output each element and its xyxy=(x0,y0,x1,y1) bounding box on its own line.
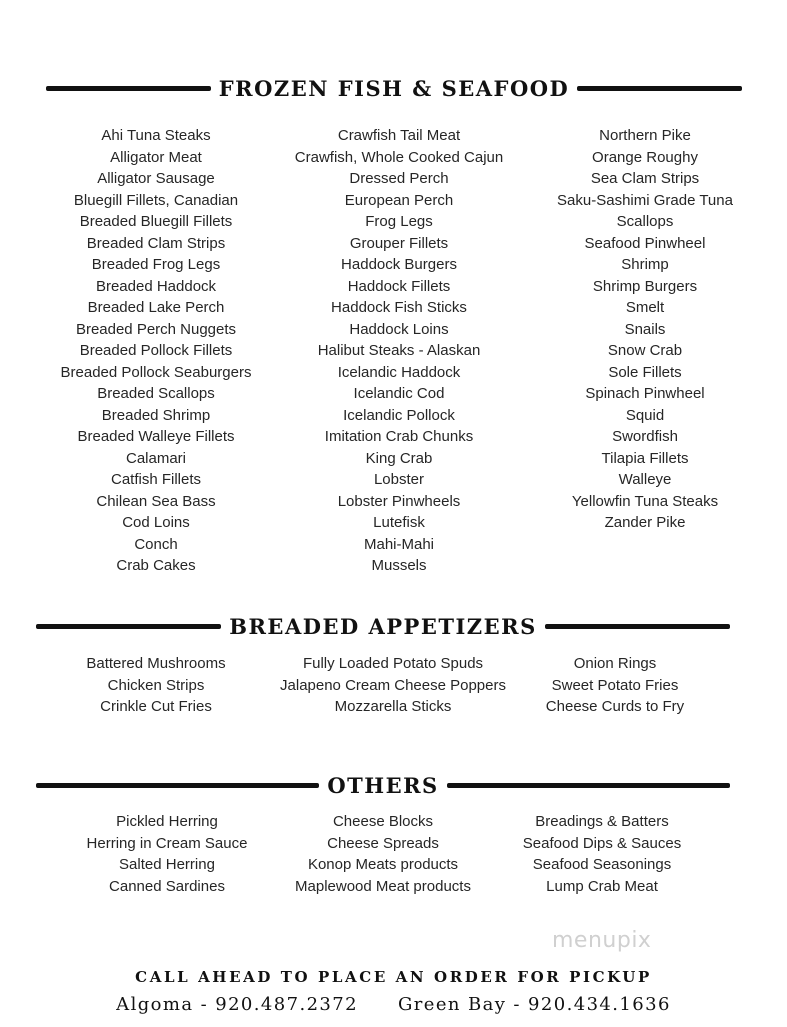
menu-item: Haddock Fish Sticks xyxy=(331,299,467,316)
header-rule-left xyxy=(46,86,211,91)
menu-item: Lobster xyxy=(373,471,425,488)
menu-item: Shrimp xyxy=(621,256,669,273)
frozen-section-title: FROZEN FISH & SEAFOOD xyxy=(218,76,570,101)
menu-item: Haddock Fillets xyxy=(347,277,451,295)
header-rule-right xyxy=(447,783,730,788)
others-section-title: OTHERS xyxy=(327,773,439,798)
menu-item: Catfish Fillets xyxy=(110,471,202,488)
others-section-header xyxy=(36,773,730,798)
header-rule-right xyxy=(577,86,742,91)
menu-item: Icelandic Pollock xyxy=(343,406,455,424)
phone-numbers xyxy=(0,994,787,1015)
menu-item: Cod Loins xyxy=(122,514,190,531)
frozen-column-3 xyxy=(525,125,765,534)
menu-item: Snails xyxy=(624,320,666,338)
menu-item: Seafood Seasonings xyxy=(532,856,672,873)
menu-item: Orange Roughy xyxy=(592,148,698,166)
menu-item: Dressed Perch xyxy=(349,170,449,187)
menu-item: Ahi Tuna Steaks xyxy=(101,127,211,144)
menu-item: Breaded Perch Nuggets xyxy=(75,320,237,338)
frozen-column-2 xyxy=(279,125,519,577)
header-rule-right xyxy=(545,624,730,629)
menu-item: Shrimp Burgers xyxy=(592,277,698,295)
others-column-3 xyxy=(482,811,722,897)
menu-item: Zander Pike xyxy=(604,514,686,531)
menu-item: Breaded Scallops xyxy=(97,385,215,402)
appetizers-section-header xyxy=(36,614,730,639)
menu-item: Crab Cakes xyxy=(116,557,196,574)
menu-item: Imitation Crab Chunks xyxy=(324,428,474,445)
menu-item: Swordfish xyxy=(612,428,678,445)
menu-item: Onion Rings xyxy=(573,655,657,672)
menu-item: Crawfish Tail Meat xyxy=(337,127,461,144)
menu-item: Maplewood Meat products xyxy=(295,877,471,895)
menu-item: Tilapia Fillets xyxy=(601,449,689,467)
menu-item: Sole Fillets xyxy=(608,363,682,381)
header-rule-left xyxy=(36,783,319,788)
call-ahead-notice: CALL AHEAD TO PLACE AN ORDER FOR PICKUP xyxy=(135,968,652,986)
menu-item: Breadings & Batters xyxy=(535,813,669,830)
menu-item: Konop Meats products xyxy=(307,856,459,873)
menu-item: Canned Sardines xyxy=(109,877,225,895)
menu-item: Seafood Dips & Sauces xyxy=(522,834,682,852)
menu-item: Frog Legs xyxy=(365,213,433,230)
menu-item: Haddock Burgers xyxy=(341,256,457,273)
menu-item: Icelandic Haddock xyxy=(337,363,461,381)
algoma-phone: Algoma - 920.487.2372 xyxy=(116,994,358,1015)
menu-item: Lobster Pinwheels xyxy=(337,492,461,510)
menu-item: Alligator Meat xyxy=(110,148,202,166)
menu-item: Cheese Blocks xyxy=(332,813,434,830)
menu-item: Spinach Pinwheel xyxy=(585,385,705,402)
menu-item: Breaded Pollock Fillets xyxy=(79,342,233,359)
appetizers-column-1 xyxy=(36,653,276,718)
menu-item: Chilean Sea Bass xyxy=(96,492,216,510)
menu-item: European Perch xyxy=(344,191,454,209)
menu-item: Lump Crab Meat xyxy=(546,877,658,895)
menu-item: Crinkle Cut Fries xyxy=(100,698,212,715)
menu-item: Conch xyxy=(134,535,178,553)
menu-item: Breaded Lake Perch xyxy=(87,299,225,316)
menu-item: Breaded Walleye Fillets xyxy=(77,428,235,445)
menu-item: Lutefisk xyxy=(373,514,425,531)
menu-item: Saku-Sashimi Grade Tuna xyxy=(557,191,733,209)
menu-item: Salted Herring xyxy=(119,856,215,873)
menu-item: Alligator Sausage xyxy=(97,170,215,187)
menu-item: Breaded Clam Strips xyxy=(86,234,226,252)
menu-item: Icelandic Cod xyxy=(353,385,445,402)
menu-item: Pickled Herring xyxy=(116,813,218,830)
others-column-1 xyxy=(47,811,287,897)
menu-item: Seafood Pinwheel xyxy=(584,234,706,252)
menu-item: Bluegill Fillets, Canadian xyxy=(73,191,239,209)
menu-item: Breaded Bluegill Fillets xyxy=(79,213,233,230)
others-column-2 xyxy=(263,811,503,897)
appetizers-column-3 xyxy=(495,653,735,718)
header-rule-left xyxy=(36,624,221,629)
green-bay-phone: Green Bay - 920.434.1636 xyxy=(397,994,671,1015)
menu-item: Jalapeno Cream Cheese Poppers xyxy=(280,676,506,694)
menu-item: Breaded Shrimp xyxy=(101,406,211,424)
menu-item: Calamari xyxy=(125,449,186,467)
menu-item: Snow Crab xyxy=(607,342,683,359)
appetizers-column-2 xyxy=(253,653,533,718)
appetizers-section-title: BREADED APPETIZERS xyxy=(229,614,537,639)
menu-item: Yellowfin Tuna Steaks xyxy=(571,492,719,510)
menupix-watermark: menupix xyxy=(552,928,652,953)
menu-item: Fully Loaded Potato Spuds xyxy=(302,655,484,672)
menu-item: Mozzarella Sticks xyxy=(334,698,452,715)
menu-item: Sea Clam Strips xyxy=(590,170,700,187)
menu-item: Walleye xyxy=(618,471,672,488)
frozen-section-header xyxy=(46,76,742,101)
menu-item: Smelt xyxy=(625,299,665,316)
menu-item: Chicken Strips xyxy=(107,676,205,694)
menu-item: Breaded Frog Legs xyxy=(91,256,221,273)
menu-item: King Crab xyxy=(365,449,433,467)
menu-item: Mahi-Mahi xyxy=(363,535,435,553)
menu-item: Herring in Cream Sauce xyxy=(86,834,248,852)
frozen-column-1 xyxy=(36,125,276,577)
menu-item: Grouper Fillets xyxy=(349,234,449,252)
menu-item: Haddock Loins xyxy=(349,320,449,338)
menu-item: Halibut Steaks - Alaskan xyxy=(317,342,481,359)
menu-item: Battered Mushrooms xyxy=(86,655,226,672)
menu-item: Sweet Potato Fries xyxy=(551,676,679,694)
menu-item: Scallops xyxy=(616,213,674,230)
menu-item: Squid xyxy=(625,406,665,424)
menu-item: Cheese Spreads xyxy=(327,834,439,852)
menu-item: Northern Pike xyxy=(599,127,691,144)
menu-item: Mussels xyxy=(371,557,427,574)
menu-item: Breaded Pollock Seaburgers xyxy=(60,363,252,381)
menu-item: Crawfish, Whole Cooked Cajun xyxy=(294,148,504,166)
menu-item: Cheese Curds to Fry xyxy=(545,698,685,715)
menu-item: Breaded Haddock xyxy=(95,277,217,295)
